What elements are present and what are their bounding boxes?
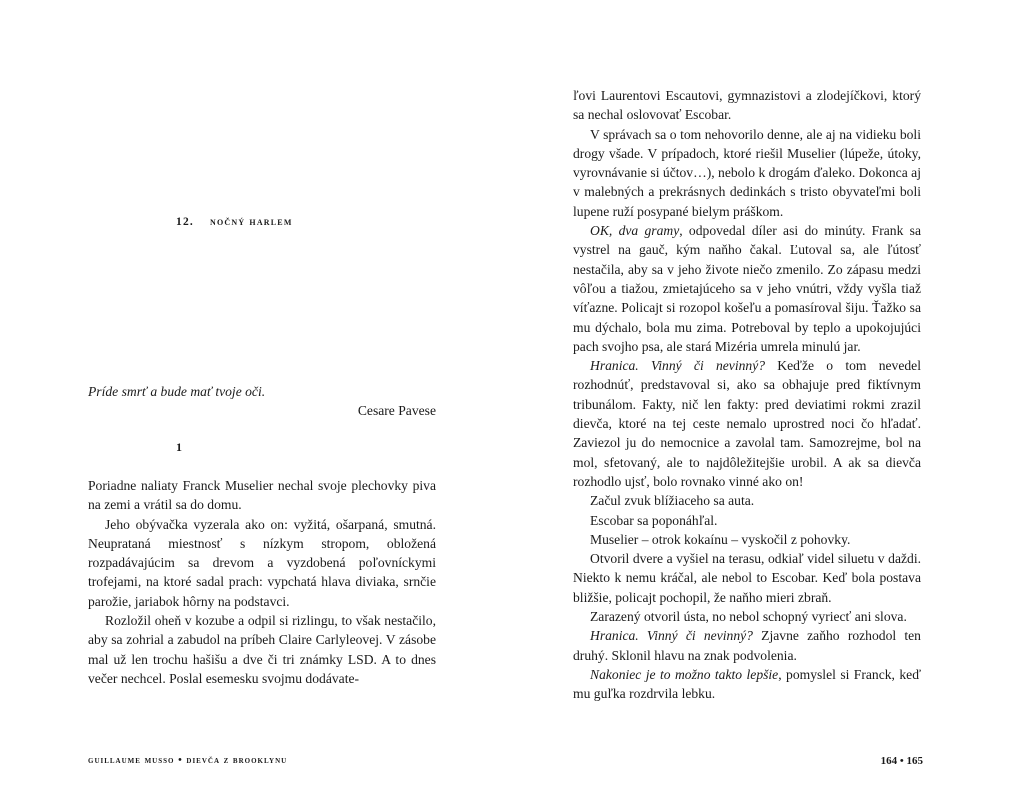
paragraph: V správach sa o tom nehovorilo denne, ale aj na vidieku boli drogy všade. V prípadoch, ktoré riešil Muselier (lúpeže, útoky, vyrovnávanie si účtov…), nebolo k drogám ďaleko. Dokonca aj v malebných a prekrásnych dedinkách s tristo obyvateľmi boli lupene ruží posypané bielym práškom. xyxy=(573,126,921,219)
paragraph: Hranica. Vinný či nevinný? Zjavne zaňho rozhodol ten druhý. Sklonil hlavu na znak podvolenia. xyxy=(573,628,921,663)
page-numbers: 164 • 165 xyxy=(880,755,923,767)
paragraph: Rozložil oheň v kozube a odpil si rizlingu, to však nestačilo, aby sa zohrial a zabudol na príbeh Claire Carlyleovej. V zásobe mal už len trochu hašišu a dve či tri známky LSD. A to dnes večer nechcel. Poslal esemesku svojmu dodávate- xyxy=(88,613,436,686)
emphasis: Hranica. Vinný či nevinný? xyxy=(590,628,753,644)
paragraph: Otvoril dvere a vyšiel na terasu, odkiaľ videl siluetu v daždi. Niekto k nemu kráčal, ale nebol to Escobar. Keď bola postava bližšie, policajt pochopil, že naňho mieri zbraň. xyxy=(573,551,921,605)
epigraph-quote: Príde smrť a bude mať tvoje oči. xyxy=(88,384,266,399)
section-number: 1 xyxy=(176,440,182,454)
paragraph: Hranica. Vinný či nevinný? Keďže o tom nevedel rozhodnúť, predstavoval si, ako sa obhajuje pred fiktívnym tribunálom. Fakty, nič len fakty: pred deviatimi rokmi zrazil dievča, ktoré na tej ceste nemalo uprostred noci čo hľadať. Zaviezol ju do nemocnice a zavolal tam. Samozrejme, bol na mol, sfetovaný, ale to najdôležitejšie urobil. A ak sa dievča rozhodlo ujsť, bolo rovnako vinné ako on! xyxy=(573,358,921,489)
emphasis: Hranica. Vinný či nevinný? xyxy=(590,358,766,374)
paragraph: Nakoniec je to možno takto lepšie, pomyslel si Franck, keď mu guľka rozdrvila lebku. xyxy=(573,666,921,702)
right-body-text xyxy=(573,86,921,704)
right-page xyxy=(505,0,1009,800)
running-footer-title: guillaume musso • dievča z brooklynu xyxy=(88,755,288,766)
chapter-heading xyxy=(176,216,293,228)
chapter-number: 12. xyxy=(176,216,194,228)
paragraph: Zarazený otvoril ústa, no nebol schopný vyriecť ani slova. xyxy=(590,609,907,625)
emphasis: Nakoniec je to možno takto lepšie xyxy=(590,666,779,682)
left-body-text xyxy=(88,476,436,688)
paragraph: Muselier – otrok kokaínu – vyskočil z pohovky. xyxy=(590,531,851,547)
paragraph: Jeho obývačka vyzerala ako on: vyžitá, ošarpaná, smutná. Neuprataná miestnosť s nízkym stropom, obložená rozpadávajúcim sa drevom a vyzdobená poľovníckymi trofejami, na ktoré sadal prach: vypchatá hlava diviaka, srnčie parožie, jariabok hôrny na podstavci. xyxy=(88,516,436,609)
chapter-title: nočný harlem xyxy=(209,216,293,228)
paragraph: Escobar sa poponáhľal. xyxy=(590,512,718,528)
emphasis: OK, dva gramy xyxy=(590,223,680,239)
epigraph xyxy=(88,382,436,420)
paragraph: OK, dva gramy, odpovedal díler asi do minúty. Frank sa vystrel na gauč, kým naňho čakal. Ľutoval sa, ale ľútosť nestačila, aby sa v jeho živote niečo zmenilo. Zo zápasu medzi vôľou a tiažou, zmietajúceho sa v jeho vnútri, vždy vyšla tiaž víťazne. Policajt si rozopol košeľu a pomasíroval šiju. Ťažko sa mu dýchalo, bola mu zima. Potreboval by teplo a upokojujúci pach svojho psa, ale stará Mizéria umrela minulú jar. xyxy=(573,223,921,354)
paragraph: ľovi Laurentovi Escautovi, gymnazistovi a zlodejíčkovi, ktorý sa nechal oslovovať Escobar. xyxy=(573,88,921,123)
paragraph: Poriadne naliaty Franck Muselier nechal svoje plechovky piva na zemi a vrátil sa do domu. xyxy=(88,478,436,513)
paragraph: Začul zvuk blížiaceho sa auta. xyxy=(590,493,755,509)
epigraph-author: Cesare Pavese xyxy=(357,403,436,418)
